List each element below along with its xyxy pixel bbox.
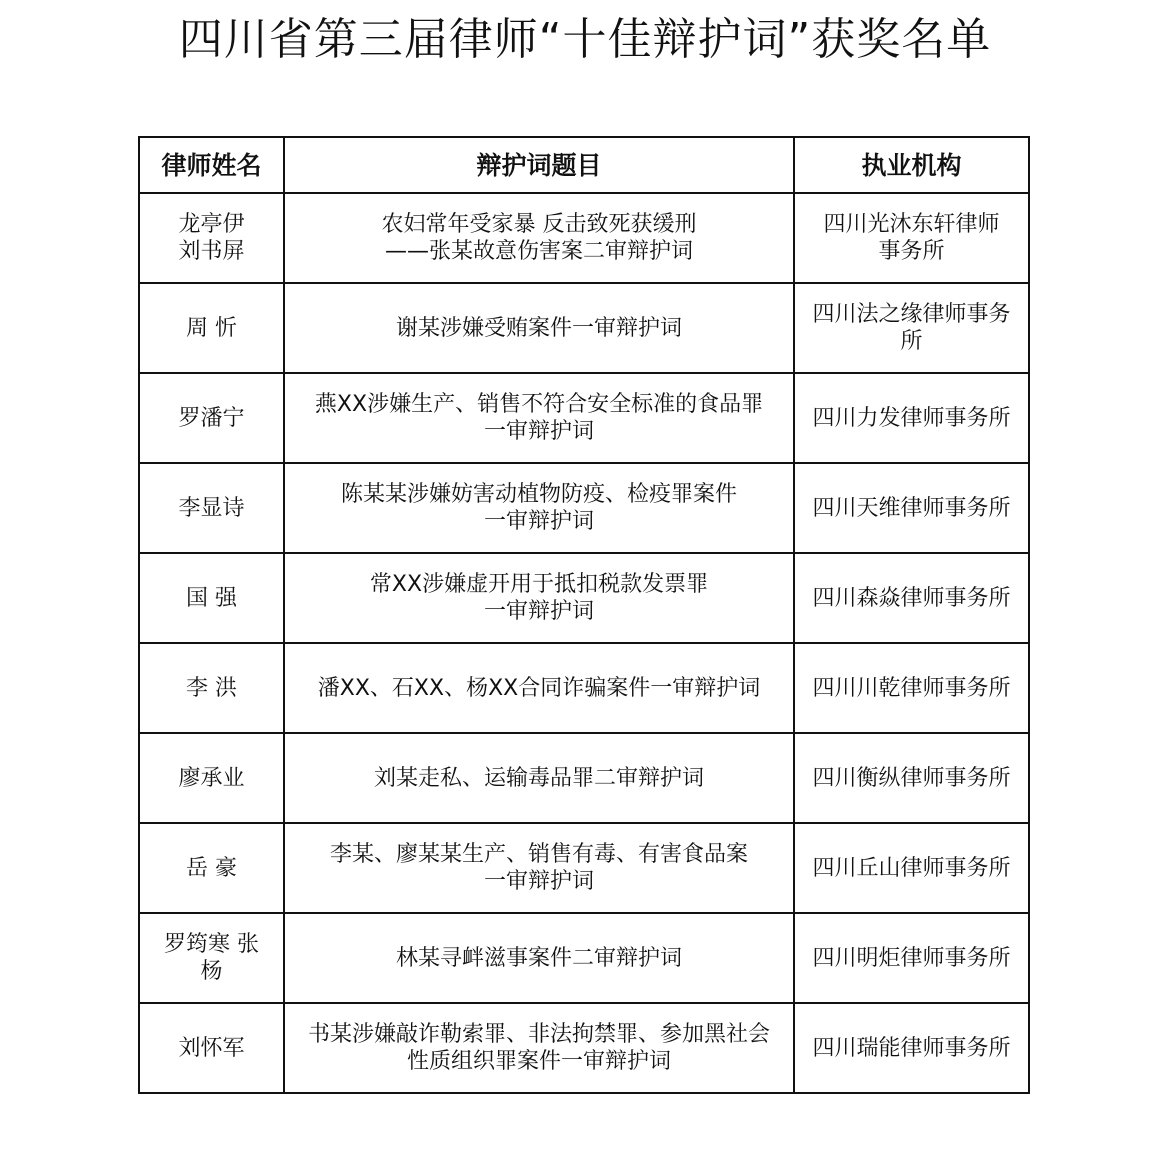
cell-lawyer-name-line: 罗筠寒 张: [164, 932, 259, 957]
table-row: [139, 373, 1029, 463]
header-law-firm: 执业机构: [794, 137, 1029, 193]
page-title: 四川省第三届律师“十佳辩护词”获奖名单: [178, 14, 992, 65]
cell-law-firm-line: 四川川乾律师事务所: [812, 675, 1011, 701]
cell-lawyer-name: [139, 193, 284, 283]
cell-defense-topic: [284, 463, 794, 553]
cell-law-firm-line: 四川衡纵律师事务所: [812, 765, 1011, 791]
cell-defense-topic-line: 书某涉嫌敲诈勒索罪、非法拘禁罪、参加黑社会: [307, 1022, 770, 1047]
header-defense-topic: 辩护词题目: [284, 137, 794, 193]
cell-law-firm-line: 四川瑞能律师事务所: [812, 1035, 1011, 1061]
cell-law-firm-line: 所: [900, 329, 923, 354]
table-row: [139, 193, 1029, 283]
cell-lawyer-name: [139, 283, 284, 373]
cell-law-firm-line: 四川明炬律师事务所: [812, 945, 1011, 971]
cell-defense-topic-line: 农妇常年受家暴 反击致死获缓刑: [381, 212, 697, 237]
table-row: [139, 823, 1029, 913]
table-row: [139, 643, 1029, 733]
table-body: [139, 193, 1029, 1093]
cell-defense-topic: [284, 1003, 794, 1093]
cell-law-firm-line: 四川天维律师事务所: [812, 495, 1011, 521]
cell-lawyer-name: [139, 823, 284, 913]
cell-lawyer-name: [139, 373, 284, 463]
cell-law-firm: [794, 643, 1029, 733]
cell-defense-topic: [284, 913, 794, 1003]
cell-lawyer-name-line: 国 强: [186, 585, 237, 611]
cell-law-firm-line: 四川法之缘律师事务: [812, 302, 1011, 327]
cell-law-firm-line: 四川光沐东轩律师: [823, 212, 1000, 237]
cell-lawyer-name-line: 岳 豪: [186, 855, 237, 881]
cell-defense-topic: [284, 283, 794, 373]
cell-lawyer-name-line: 杨: [200, 959, 223, 984]
cell-defense-topic-line: 陈某某涉嫌妨害动植物防疫、检疫罪案件: [340, 482, 737, 507]
cell-lawyer-name: [139, 643, 284, 733]
table-header-row: [139, 137, 1029, 193]
cell-law-firm-line: 四川森焱律师事务所: [812, 585, 1011, 611]
cell-defense-topic-line: 刘某走私、运输毒品罪二审辩护词: [373, 765, 704, 791]
cell-law-firm: [794, 733, 1029, 823]
award-list-table: [138, 136, 1030, 1094]
cell-law-firm-line: 事务所: [878, 239, 945, 264]
table-row: [139, 733, 1029, 823]
cell-defense-topic-line: ——张某故意伤害案二审辩护词: [384, 239, 693, 264]
cell-law-firm-line: 四川丘山律师事务所: [812, 855, 1011, 881]
cell-lawyer-name-line: 罗潘宁: [178, 405, 245, 431]
cell-defense-topic: [284, 733, 794, 823]
cell-defense-topic-line: 一审辩护词: [483, 869, 594, 894]
cell-defense-topic-line: 一审辩护词: [483, 419, 594, 444]
cell-lawyer-name: [139, 733, 284, 823]
cell-defense-topic: [284, 373, 794, 463]
table-row: [139, 463, 1029, 553]
cell-defense-topic-line: 常XX涉嫌虚开用于抵扣税款发票罪: [369, 572, 709, 597]
table-row: [139, 283, 1029, 373]
cell-defense-topic-line: 李某、廖某某生产、销售有毒、有害食品案: [329, 842, 748, 867]
cell-law-firm-line: 四川力发律师事务所: [812, 405, 1011, 431]
cell-lawyer-name-line: 刘书屏: [178, 239, 245, 264]
cell-defense-topic: [284, 643, 794, 733]
cell-lawyer-name: [139, 913, 284, 1003]
cell-defense-topic-line: 一审辩护词: [483, 599, 594, 624]
cell-lawyer-name-line: 龙亭伊: [178, 212, 245, 237]
cell-lawyer-name: [139, 1003, 284, 1093]
cell-defense-topic-line: 潘XX、石XX、杨XX合同诈骗案件一审辩护词: [317, 675, 761, 701]
cell-defense-topic: [284, 823, 794, 913]
cell-law-firm: [794, 913, 1029, 1003]
cell-law-firm: [794, 283, 1029, 373]
cell-defense-topic: [284, 193, 794, 283]
cell-lawyer-name-line: 李显诗: [178, 495, 245, 521]
cell-lawyer-name-line: 廖承业: [178, 765, 245, 791]
cell-defense-topic-line: 一审辩护词: [483, 509, 594, 534]
cell-lawyer-name-line: 周 忻: [186, 315, 237, 341]
cell-defense-topic-line: 林某寻衅滋事案件二审辩护词: [395, 945, 682, 971]
cell-law-firm: [794, 553, 1029, 643]
header-lawyer-name: 律师姓名: [139, 137, 284, 193]
cell-defense-topic: [284, 553, 794, 643]
table-row: [139, 553, 1029, 643]
table-row: [139, 1003, 1029, 1093]
cell-law-firm: [794, 373, 1029, 463]
cell-law-firm: [794, 823, 1029, 913]
cell-lawyer-name-line: 李 洪: [186, 675, 237, 701]
cell-lawyer-name-line: 刘怀军: [178, 1035, 245, 1061]
cell-defense-topic-line: 谢某涉嫌受贿案件一审辩护词: [395, 315, 682, 341]
cell-law-firm: [794, 463, 1029, 553]
cell-defense-topic-line: 燕XX涉嫌生产、销售不符合安全标准的食品罪: [314, 392, 764, 417]
cell-defense-topic-line: 性质组织罪案件一审辩护词: [406, 1049, 671, 1074]
cell-law-firm: [794, 1003, 1029, 1093]
table-row: [139, 913, 1029, 1003]
cell-lawyer-name: [139, 463, 284, 553]
cell-lawyer-name: [139, 553, 284, 643]
cell-law-firm: [794, 193, 1029, 283]
